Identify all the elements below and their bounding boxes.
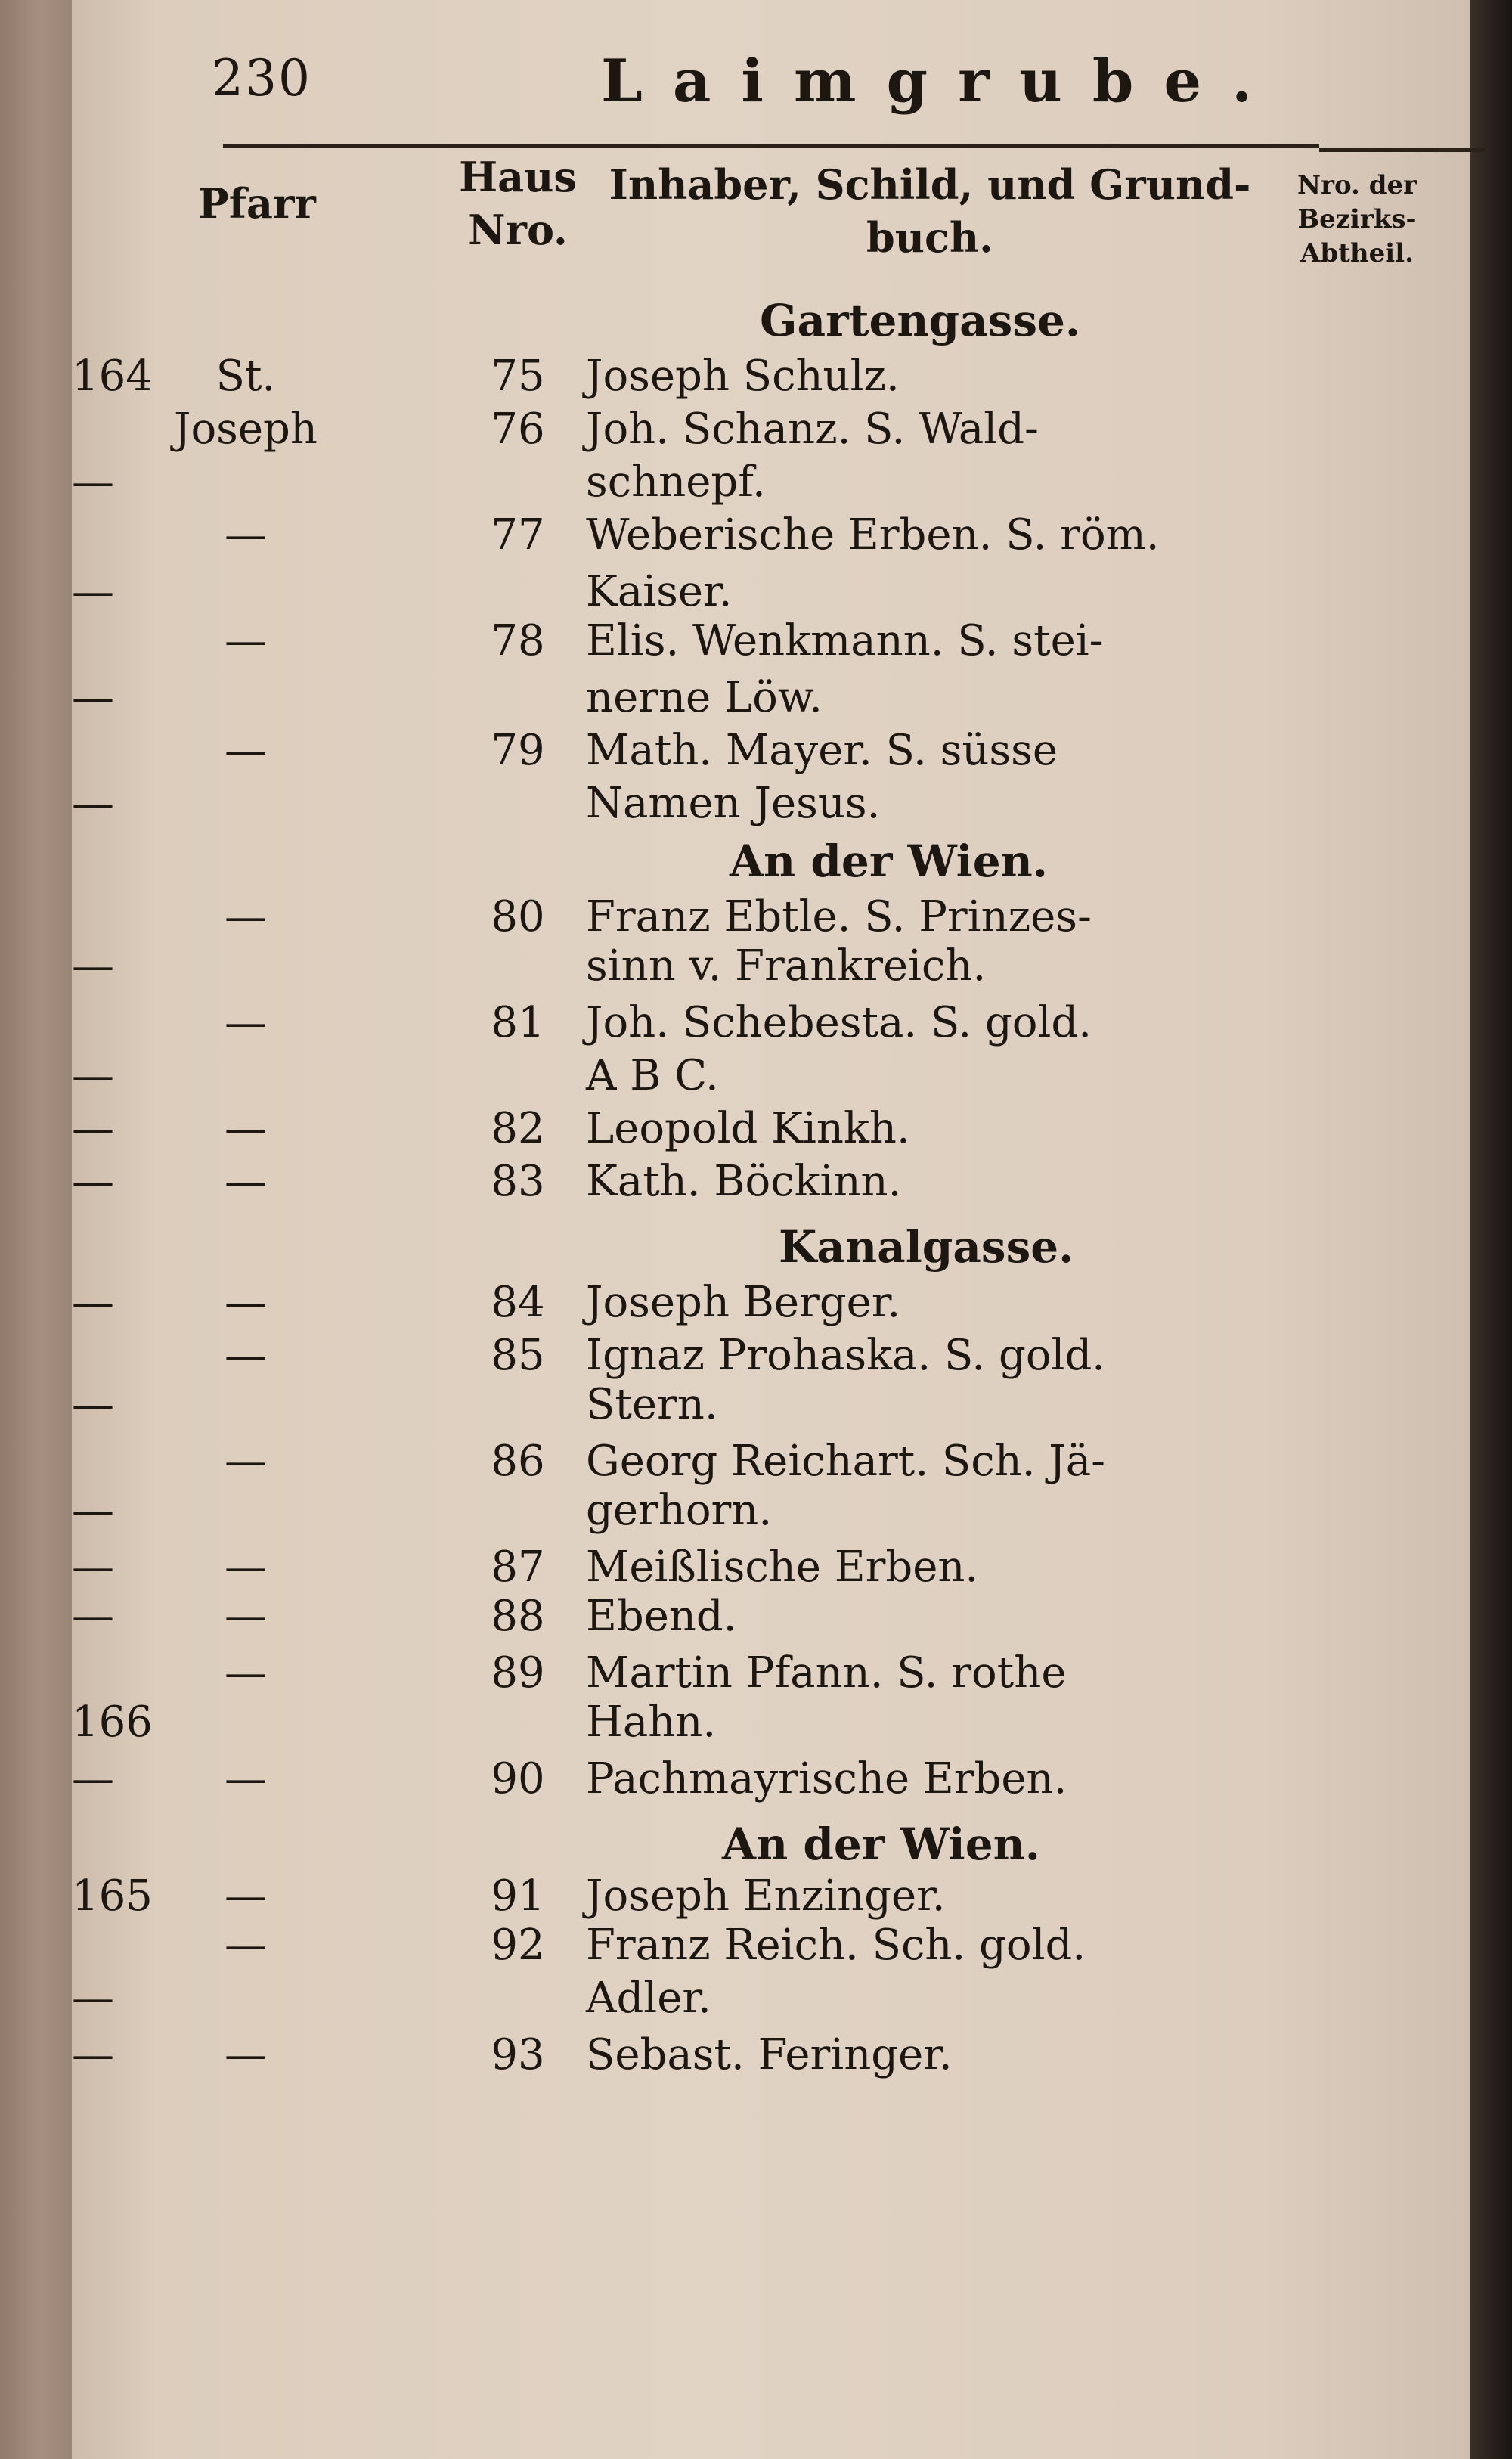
- table-row: [72, 726, 1470, 779]
- table-row: [72, 1754, 1470, 1807]
- house-number-cell: 78: [491, 616, 545, 665]
- owner-sign-cell: Martin Pfann. S. rothe: [586, 1648, 1067, 1698]
- table-row: [72, 1051, 1470, 1104]
- owner-sign-cell: Weberische Erben. S. röm.: [586, 510, 1160, 560]
- pfarr-cell: —: [225, 1754, 267, 1803]
- page-title: Laimgrube.: [601, 47, 1283, 116]
- owner-sign-cell: sinn v. Frankreich.: [586, 941, 987, 991]
- table-row: [72, 1278, 1470, 1331]
- owner-sign-cell: A B C.: [586, 1051, 719, 1100]
- table-row: [72, 1157, 1470, 1210]
- owner-sign-cell: Ebend.: [586, 1592, 737, 1641]
- owner-sign-cell: Elis. Wenkmann. S. stei-: [586, 616, 1104, 665]
- house-number-cell: 93: [491, 2030, 545, 2079]
- house-number-cell: 76: [491, 405, 545, 454]
- pfarr-cell: —: [225, 892, 267, 941]
- owner-sign-cell: Leopold Kinkh.: [586, 1104, 910, 1153]
- table-row: [72, 1380, 1470, 1433]
- house-number-cell: 84: [491, 1278, 545, 1327]
- page-number: 230: [212, 49, 311, 107]
- column-header-inhaber-line1: Inhaber, Schild, und Grund-: [609, 160, 1251, 209]
- district-number-cell: 165: [72, 1871, 153, 1921]
- owner-sign-cell: Joseph Schulz.: [586, 352, 900, 401]
- owner-sign-cell: Kaiser.: [586, 567, 733, 616]
- pfarr-cell: —: [225, 1543, 267, 1592]
- table-row: [72, 405, 1470, 457]
- district-number-cell: —: [72, 1104, 114, 1153]
- header-rule: [223, 144, 1319, 148]
- table-row: [72, 567, 1470, 620]
- owner-sign-cell: Joh. Schebesta. S. gold.: [586, 998, 1092, 1047]
- section-heading: Gartengasse.: [760, 295, 1081, 346]
- column-header-bezirk-line1: Nro. der: [1297, 170, 1418, 200]
- owner-sign-cell: Ignaz Prohaska. S. gold.: [586, 1331, 1106, 1380]
- pfarr-cell: Joseph: [174, 405, 318, 454]
- table-row: [72, 1921, 1470, 1974]
- pfarr-cell: —: [225, 1437, 267, 1486]
- district-number-cell: —: [72, 1486, 114, 1535]
- table-row: [72, 998, 1470, 1051]
- district-number-cell: —: [72, 779, 114, 828]
- owner-sign-cell: Namen Jesus.: [586, 779, 881, 828]
- book-page: [72, 0, 1470, 2459]
- district-number-cell: —: [72, 1543, 114, 1592]
- district-number-cell: —: [72, 457, 114, 507]
- house-number-cell: 81: [491, 998, 545, 1047]
- house-number-cell: 75: [491, 352, 545, 401]
- table-row: [72, 1486, 1470, 1539]
- pfarr-cell: —: [225, 1278, 267, 1327]
- house-number-cell: 87: [491, 1543, 545, 1592]
- owner-sign-cell: Hahn.: [586, 1698, 717, 1747]
- pfarr-cell: —: [225, 1648, 267, 1698]
- pfarr-cell: —: [225, 998, 267, 1047]
- owner-sign-cell: Sebast. Feringer.: [586, 2030, 953, 2079]
- district-number-cell: 164: [72, 352, 153, 401]
- table-row: [72, 1871, 1470, 1924]
- house-number-cell: 88: [491, 1592, 545, 1641]
- house-number-cell: 91: [491, 1871, 545, 1921]
- table-row: [72, 616, 1470, 669]
- house-number-cell: 86: [491, 1437, 545, 1486]
- owner-sign-cell: Meißlische Erben.: [586, 1543, 979, 1592]
- pfarr-cell: —: [225, 1331, 267, 1380]
- table-row: [72, 1698, 1470, 1750]
- district-number-cell: —: [72, 1380, 114, 1429]
- column-header-haus-line1: Haus: [459, 153, 577, 201]
- house-number-cell: 89: [491, 1648, 545, 1698]
- owner-sign-cell: Joh. Schanz. S. Wald-: [586, 405, 1039, 454]
- book-spine: [0, 0, 72, 2459]
- district-number-cell: —: [72, 1157, 114, 1206]
- district-number-cell: —: [72, 1974, 114, 2023]
- district-number-cell: —: [72, 1051, 114, 1100]
- table-row: [72, 2030, 1470, 2083]
- owner-sign-cell: Franz Ebtle. S. Prinzes-: [586, 892, 1092, 941]
- table-row: [72, 1437, 1470, 1490]
- district-number-cell: —: [72, 1592, 114, 1641]
- pfarr-cell: —: [225, 1157, 267, 1206]
- table-row: [72, 779, 1470, 832]
- column-header-pfarr: Pfarr: [198, 179, 316, 228]
- table-row: [72, 1648, 1470, 1701]
- house-number-cell: 79: [491, 726, 545, 775]
- house-number-cell: 90: [491, 1754, 545, 1803]
- pfarr-cell: —: [225, 1871, 267, 1921]
- owner-sign-cell: Pachmayrische Erben.: [586, 1754, 1067, 1803]
- district-number-cell: —: [72, 941, 114, 991]
- district-number-cell: 166: [72, 1698, 153, 1747]
- owner-sign-cell: Franz Reich. Sch. gold.: [586, 1921, 1086, 1970]
- table-row: [72, 1104, 1470, 1157]
- pfarr-cell: —: [225, 1104, 267, 1153]
- owner-sign-cell: Joseph Enzinger.: [586, 1871, 946, 1921]
- pfarr-cell: —: [225, 510, 267, 560]
- owner-sign-cell: schnepf.: [586, 457, 766, 507]
- table-row: [72, 352, 1470, 405]
- house-number-cell: 80: [491, 892, 545, 941]
- house-number-cell: 82: [491, 1104, 545, 1153]
- table-row: [72, 1592, 1470, 1645]
- column-header-inhaber-line2: buch.: [866, 213, 993, 262]
- section-heading: An der Wien.: [722, 1819, 1040, 1870]
- pfarr-cell: —: [225, 726, 267, 775]
- district-number-cell: —: [72, 567, 114, 616]
- table-row: [72, 892, 1470, 945]
- house-number-cell: 83: [491, 1157, 545, 1206]
- header-rule-right: [1319, 148, 1486, 152]
- column-header-haus-line2: Nro.: [468, 206, 568, 254]
- house-number-cell: 92: [491, 1921, 545, 1970]
- owner-sign-cell: nerne Löw.: [586, 673, 823, 722]
- owner-sign-cell: Adler.: [586, 1974, 711, 2023]
- owner-sign-cell: Math. Mayer. S. süsse: [586, 726, 1058, 775]
- district-number-cell: —: [72, 1278, 114, 1327]
- owner-sign-cell: Kath. Böckinn.: [586, 1157, 902, 1206]
- table-row: [72, 941, 1470, 994]
- table-row: [72, 457, 1470, 510]
- house-number-cell: 85: [491, 1331, 545, 1380]
- section-heading: An der Wien.: [730, 836, 1048, 887]
- pfarr-cell: —: [225, 1921, 267, 1970]
- pfarr-cell: —: [225, 1592, 267, 1641]
- table-row: [72, 673, 1470, 726]
- owner-sign-cell: Georg Reichart. Sch. Jä-: [586, 1437, 1106, 1486]
- table-row: [72, 1331, 1470, 1384]
- column-header-bezirk-line3: Abtheil.: [1300, 238, 1414, 268]
- table-row: [72, 1543, 1470, 1595]
- district-number-cell: —: [72, 673, 114, 722]
- table-row: [72, 1974, 1470, 2026]
- pfarr-cell: —: [225, 2030, 267, 2079]
- pfarr-cell: St.: [215, 352, 276, 401]
- column-header-bezirk-line2: Bezirks-: [1297, 204, 1417, 234]
- district-number-cell: —: [72, 2030, 114, 2079]
- section-heading: Kanalgasse.: [779, 1221, 1074, 1273]
- owner-sign-cell: Stern.: [586, 1380, 718, 1429]
- district-number-cell: —: [72, 1754, 114, 1803]
- pfarr-cell: —: [225, 616, 267, 665]
- page-edge-shadow: [1470, 0, 1512, 2459]
- owner-sign-cell: gerhorn.: [586, 1486, 773, 1535]
- owner-sign-cell: Joseph Berger.: [586, 1278, 901, 1327]
- house-number-cell: 77: [491, 510, 545, 560]
- table-row: [72, 510, 1470, 563]
